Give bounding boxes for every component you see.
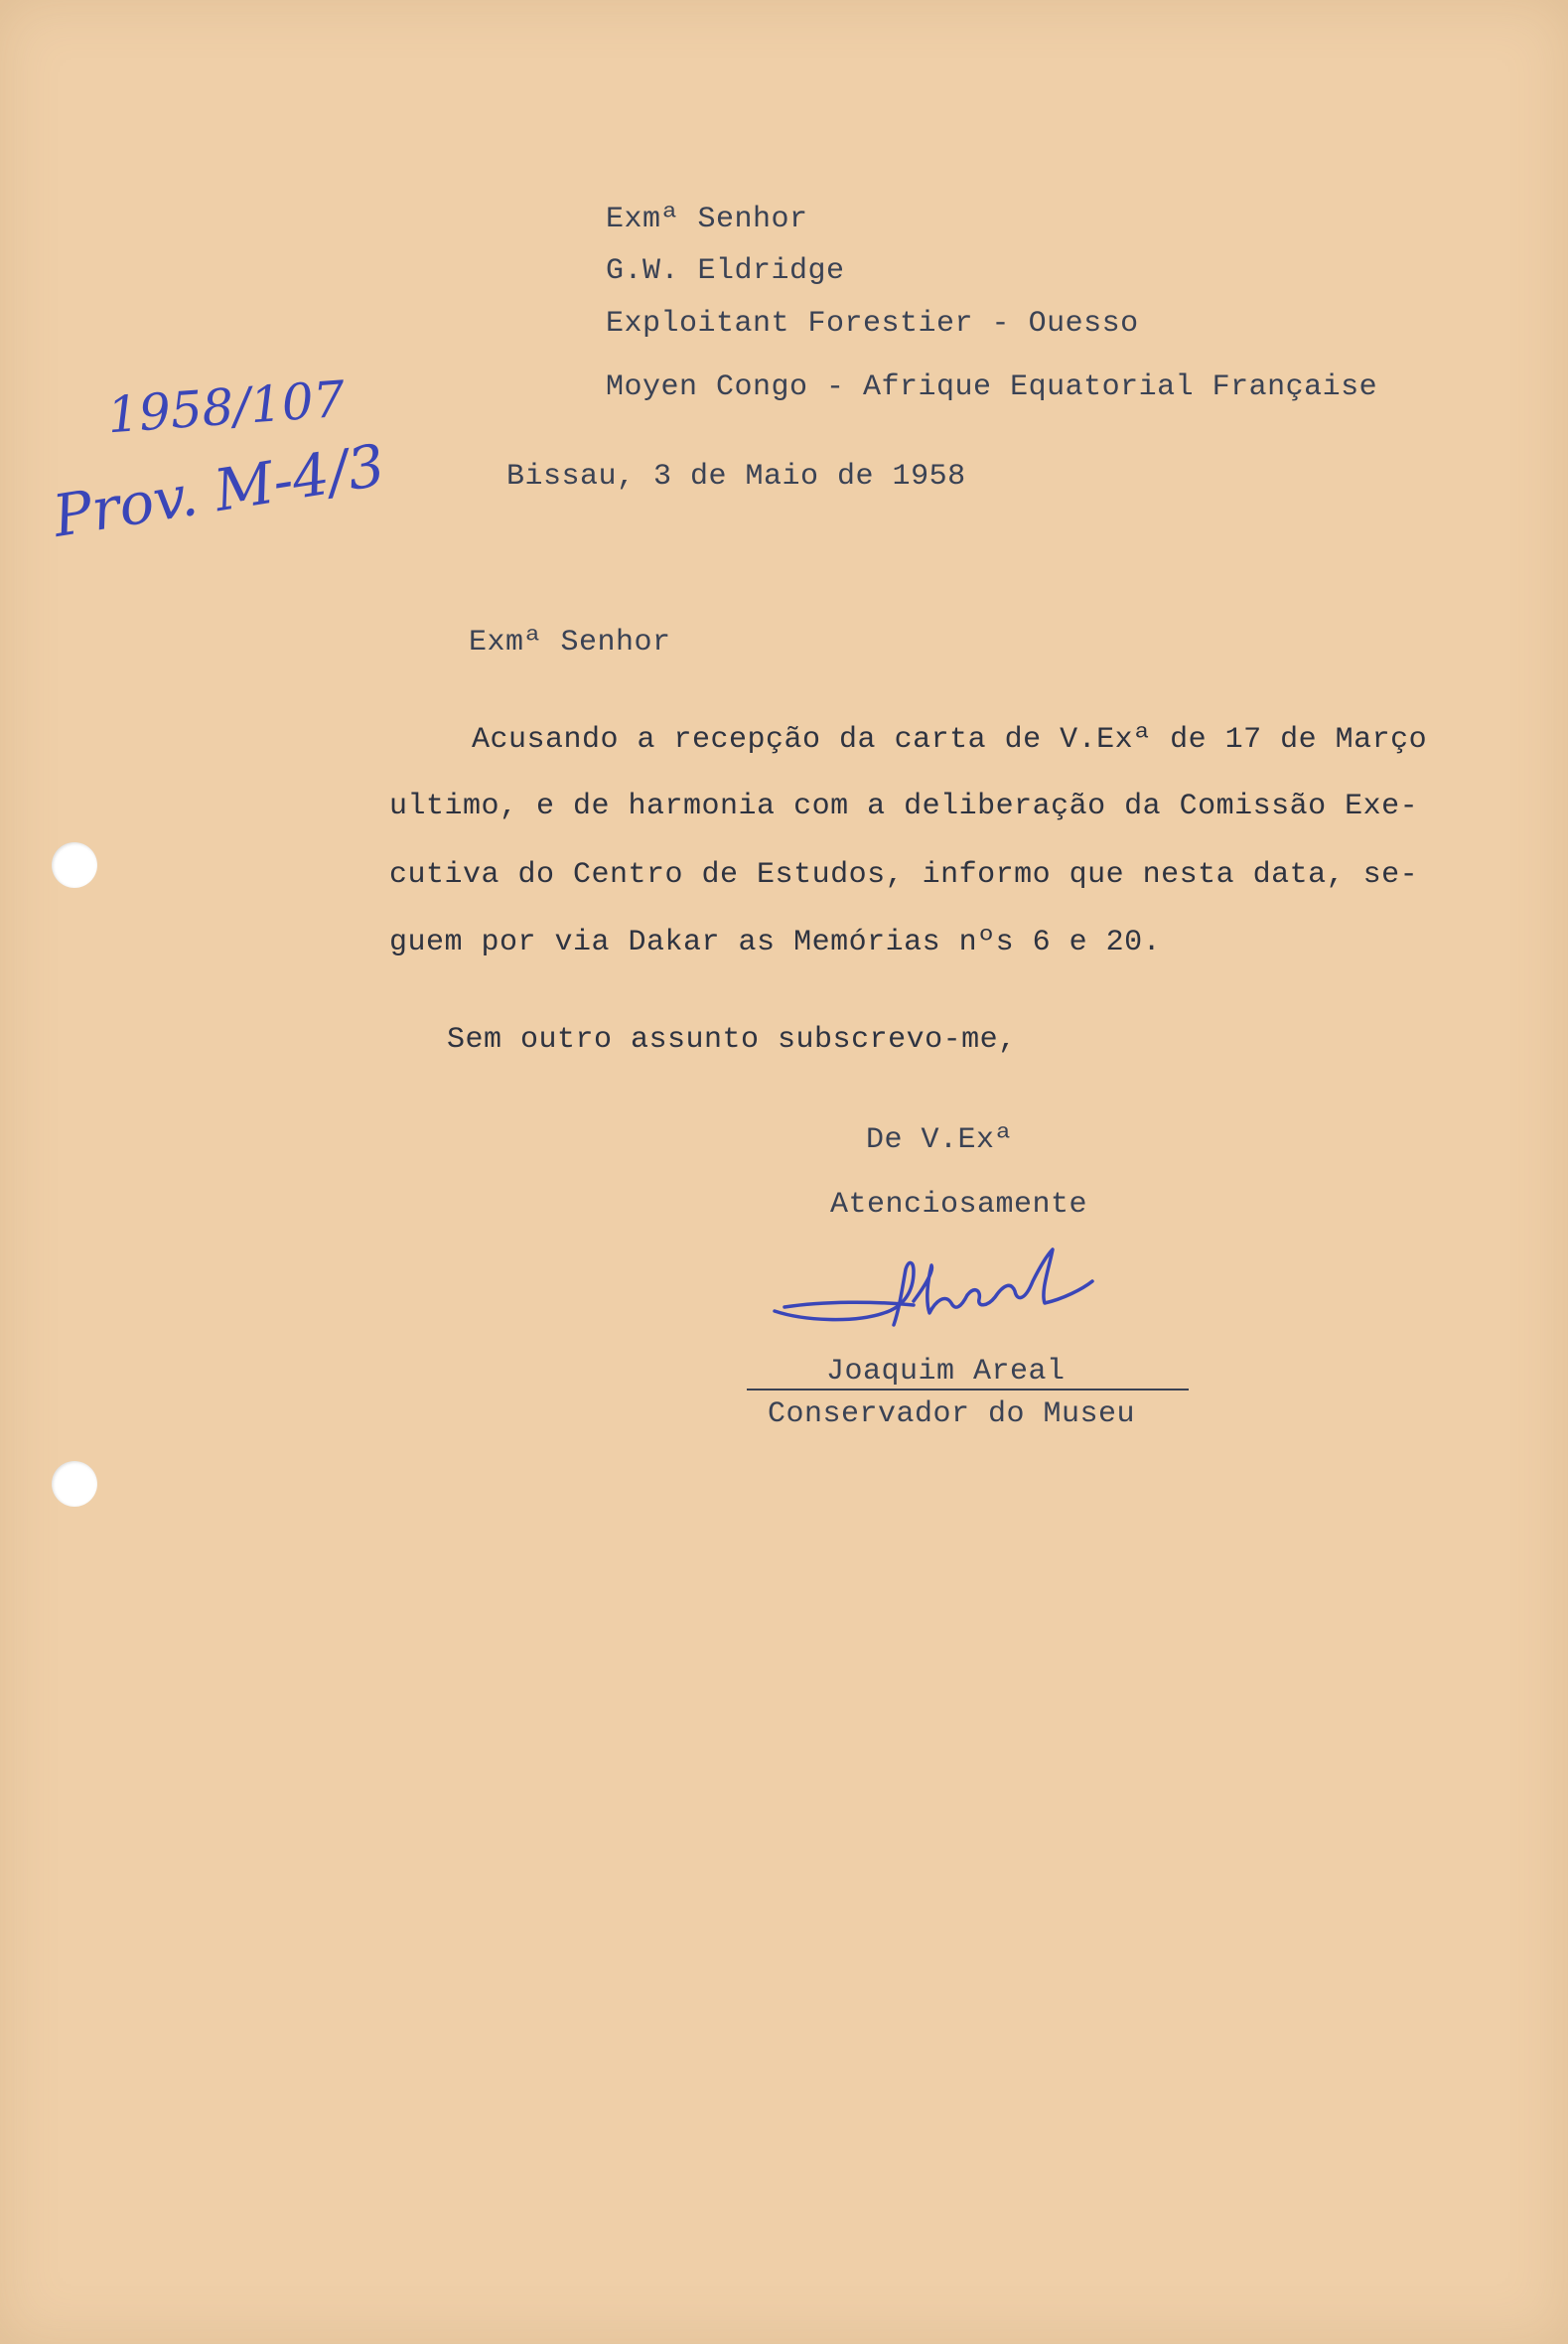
punch-hole-top — [52, 842, 97, 888]
body-line-4: guem por via Dakar as Memórias nºs 6 e 20. — [389, 926, 1162, 959]
signer-title: Conservador do Museu — [768, 1397, 1136, 1431]
recipient-company: Exploitant Forestier - Ouesso — [606, 307, 1139, 341]
date-line: Bissau, 3 de Maio de 1958 — [506, 460, 966, 494]
recipient-name: G.W. Eldridge — [606, 254, 845, 288]
annotation-reference: 1958/107 — [105, 369, 348, 445]
body-line-2: ultimo, e de harmonia com a deliberação da Comissão Exe- — [389, 790, 1419, 823]
signer-name: Joaquim Areal — [826, 1355, 1066, 1389]
body-line-3: cutiva do Centro de Estudos, informo que nesta data, se- — [389, 858, 1419, 892]
recipient-location: Moyen Congo - Afrique Equatorial Française — [606, 370, 1378, 404]
punch-hole-bottom — [52, 1461, 97, 1507]
annotation-provenance: Prov. M-4/3 — [48, 431, 390, 550]
recipient-salutation: Exmª Senhor — [606, 203, 808, 236]
signature-rule — [747, 1389, 1189, 1391]
signature-scribble — [765, 1242, 1102, 1351]
greeting: Exmª Senhor — [469, 626, 671, 659]
closing-line-1: De V.Exª — [866, 1123, 1014, 1157]
body-line-1: Acusando a recepção da carta de V.Exª de 17 de Março — [472, 723, 1428, 757]
closing-sentence: Sem outro assunto subscrevo-me, — [447, 1023, 1017, 1057]
closing-line-2: Atenciosamente — [830, 1188, 1088, 1222]
